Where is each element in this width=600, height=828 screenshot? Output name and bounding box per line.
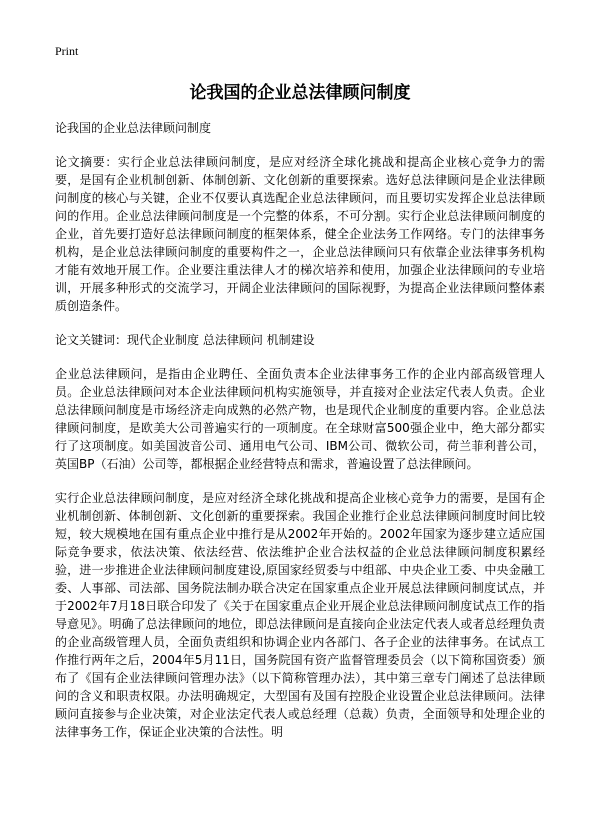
body-paragraph: 实行企业总法律顾问制度，是应对经济全球化挑战和提高企业核心竞争力的需要，是国有企业机制创新、体制创新、文化创新的重要探索。我国企业推行企业总法律顾问制度时间比较短，较大规模地在国有重点企业中推行是从2002年开始的。2002年国家为逐步建立适应国际竞争要求，依法决策、依法经营、依法维护企业合法权益的企业总法律顾问制度积累经验，进一步推进企业法律顾问制度建设,原国家经贸委与中组部、中央企业工委、中央金融工委、人事部、司法部、国务院法制办联合决定在国家重点企业开展总法律顾问制度试点，并于2002年7月18日联合印发了《关于在国家重点企业开展企业总法律顾问制度试点工作的指导意见》。明确了总法律顾问的地位，即总法律顾问是直接向企业法定代表人或者总经理负责的企业高级管理人员，全面负责组织和协调企业内各部门、各子企业的法律事务。在试点工作推行两年之后，2004年5月11日，国务院国有资产监督管理委员会（以下简称国资委）颁布了《国有企业法律顾问管理办法》（以下简称管理办法），其中第三章专门阐述了总法律顾问的含义和职责权限。办法明确规定，大型国有及国有控股企业设置企业总法律顾问。法律顾问直接参与企业决策，对企业法定代表人或总经理（总裁）负责，全面领导和处理企业的法律事务工作，保证企业决策的合法性。明 [55,491,545,739]
article-subtitle: 论我国的企业总法律顾问制度 [55,121,212,135]
keywords-paragraph: 论文关键词：现代企业制度 总法律顾问 机制建设 [55,333,315,347]
page-title: 论我国的企业总法律顾问制度 [189,83,411,103]
abstract-paragraph: 论文摘要：实行企业总法律顾问制度，是应对经济全球化挑战和提高企业核心竞争力的需要，是国有企业机制创新、体制创新、文化创新的重要探索。选好总法律顾问是企业法律顾问制度的核心与关键，企业不仅要认真选配企业总法律顾问，而且要切实发挥企业总法律顾问的作用。企业总法律顾问制度是一个完整的体系，不可分割。实行企业总法律顾问制度的企业，首先要打造好总法律顾问制度的框架体系，健全企业法务工作网络。专门的法律事务机构，是企业总法律顾问制度的重要构件之一，企业总法律顾问只有依靠企业法律事务机构才能有效地开展工作。企业要注重法律人才的梯次培养和使用，加强企业法律顾问的专业培训，开展多种形式的交流学习，开阔企业法律顾问的国际视野，为提高企业法律顾问整体素质创造条件。 [55,155,545,313]
print-link[interactable]: Print [55,44,79,58]
body-paragraph: 企业总法律顾问，是指由企业聘任、全面负责本企业法律事务工作的企业内部高级管理人员。企业总法律顾问对本企业法律顾问机构实施领导，并直接对企业法定代表人负责。企业总法律顾问制度是市场经济走向成熟的必然产物，也是现代企业制度的重要内容。企业总法律顾问制度，是欧美大公司普遍实行的一项制度。在全球财富500强企业中，绝大部分都实行了这项制度。如美国波音公司、通用电气公司、IBM公司、微软公司，荷兰菲利普公司，英国BP（石油）公司等，都根据企业经营特点和需求，普遍设置了总法律顾问。 [55,367,545,471]
